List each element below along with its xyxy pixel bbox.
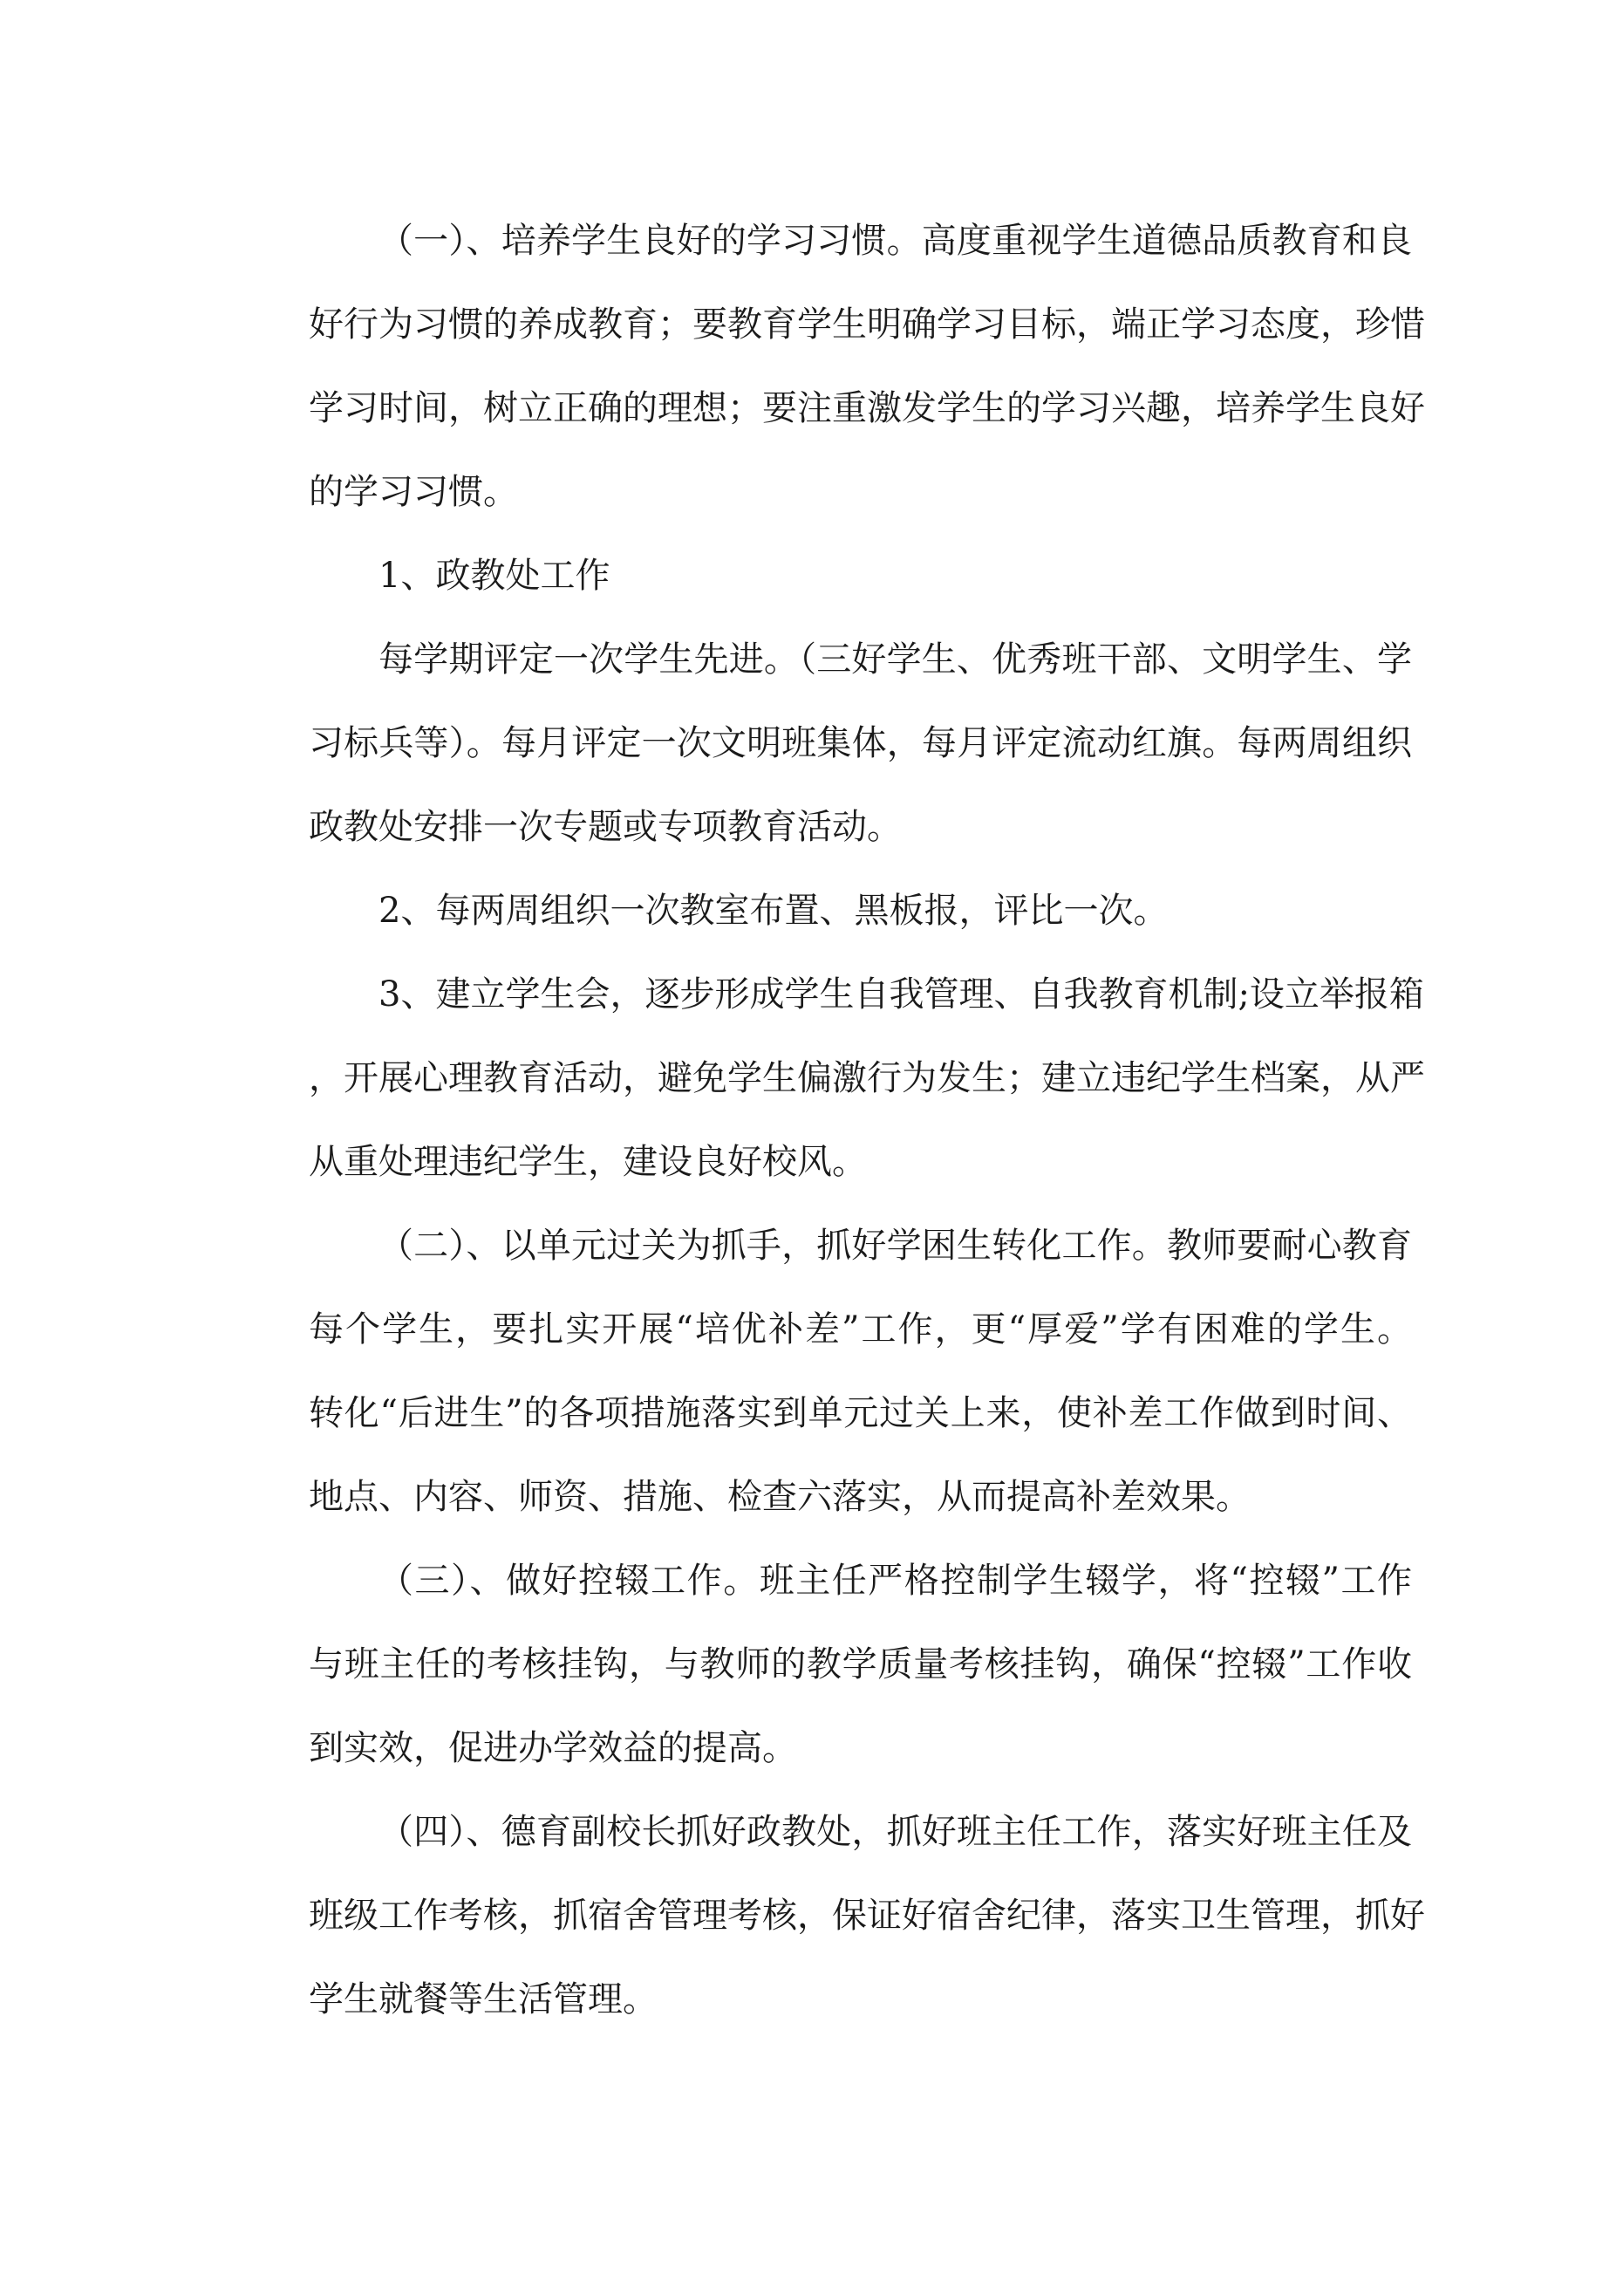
text-line: 与班主任的考核挂钩，与教师的教学质量考核挂钩，确保“控辍”工作收 — [309, 1644, 1412, 1684]
text-line: 的学习习惯。 — [309, 472, 518, 512]
text-line: 每学期评定一次学生先进。（三好学生、优秀班干部、文明学生、学 — [378, 639, 1412, 680]
text-line: 3、建立学生会，逐步形成学生自我管理、自我教育机制;设立举报箱 — [378, 974, 1424, 1015]
document-body — [239, 199, 1425, 2041]
paragraph-evaluation — [239, 618, 1412, 869]
text-line: 班级工作考核，抓宿舍管理考核，保证好宿舍纪律，落实卫生管理，抓好 — [309, 1896, 1425, 1936]
text-line: 好行为习惯的养成教育；要教育学生明确学习目标，端正学习态度，珍惜 — [309, 304, 1425, 345]
text-line: 学生就餐等生活管理。 — [309, 1979, 658, 2019]
text-line: （一）、培养学生良好的学习习惯。高度重视学生道德品质教育和良 — [378, 221, 1412, 261]
text-line: （二）、以单元过关为抓手，抓好学困生转化工作。教师要耐心教育 — [378, 1226, 1412, 1266]
text-line: 政教处安排一次专题或专项教育活动。 — [309, 807, 902, 847]
paragraph-moral-education — [239, 1790, 1425, 2041]
paragraph-dropout-control — [239, 1539, 1412, 1790]
paragraph-unit-review — [239, 1204, 1412, 1539]
text-line: 从重处理违纪学生，建设良好校风。 — [309, 1142, 867, 1182]
paragraph-item-2 — [239, 869, 1412, 953]
text-line: ，开展心理教育活动，避免学生偏激行为发生；建立违纪学生档案，从严 — [309, 1058, 1425, 1098]
text-line: 转化“后进生”的各项措施落实到单元过关上来，使补差工作做到时间、 — [309, 1393, 1412, 1433]
text-line: （四）、德育副校长抓好政教处，抓好班主任工作，落实好班主任及 — [378, 1812, 1412, 1852]
text-line: 1、政教处工作 — [378, 556, 610, 596]
text-line: 每个学生，要扎实开展“培优补差”工作，更“厚爱”学有困难的学生。 — [309, 1309, 1412, 1350]
text-line: 地点、内容、师资、措施、检查六落实，从而提高补差效果。 — [309, 1477, 1251, 1517]
paragraph-heading-1 — [239, 534, 1412, 618]
text-line: 学习时间，树立正确的理想；要注重激发学生的学习兴趣，培养学生良好 — [309, 388, 1425, 428]
text-line: 到实效，促进办学效益的提高。 — [309, 1728, 797, 1768]
text-line: 2、每两周组织一次教室布置、黑板报，评比一次。 — [378, 891, 1169, 931]
text-line: （三）、做好控辍工作。班主任严格控制学生辍学，将“控辍”工作 — [378, 1561, 1412, 1601]
text-line: 习标兵等）。每月评定一次文明班集体，每月评定流动红旗。每两周组织 — [309, 723, 1412, 763]
paragraph-habits — [239, 199, 1425, 534]
paragraph-item-3 — [239, 953, 1425, 1204]
